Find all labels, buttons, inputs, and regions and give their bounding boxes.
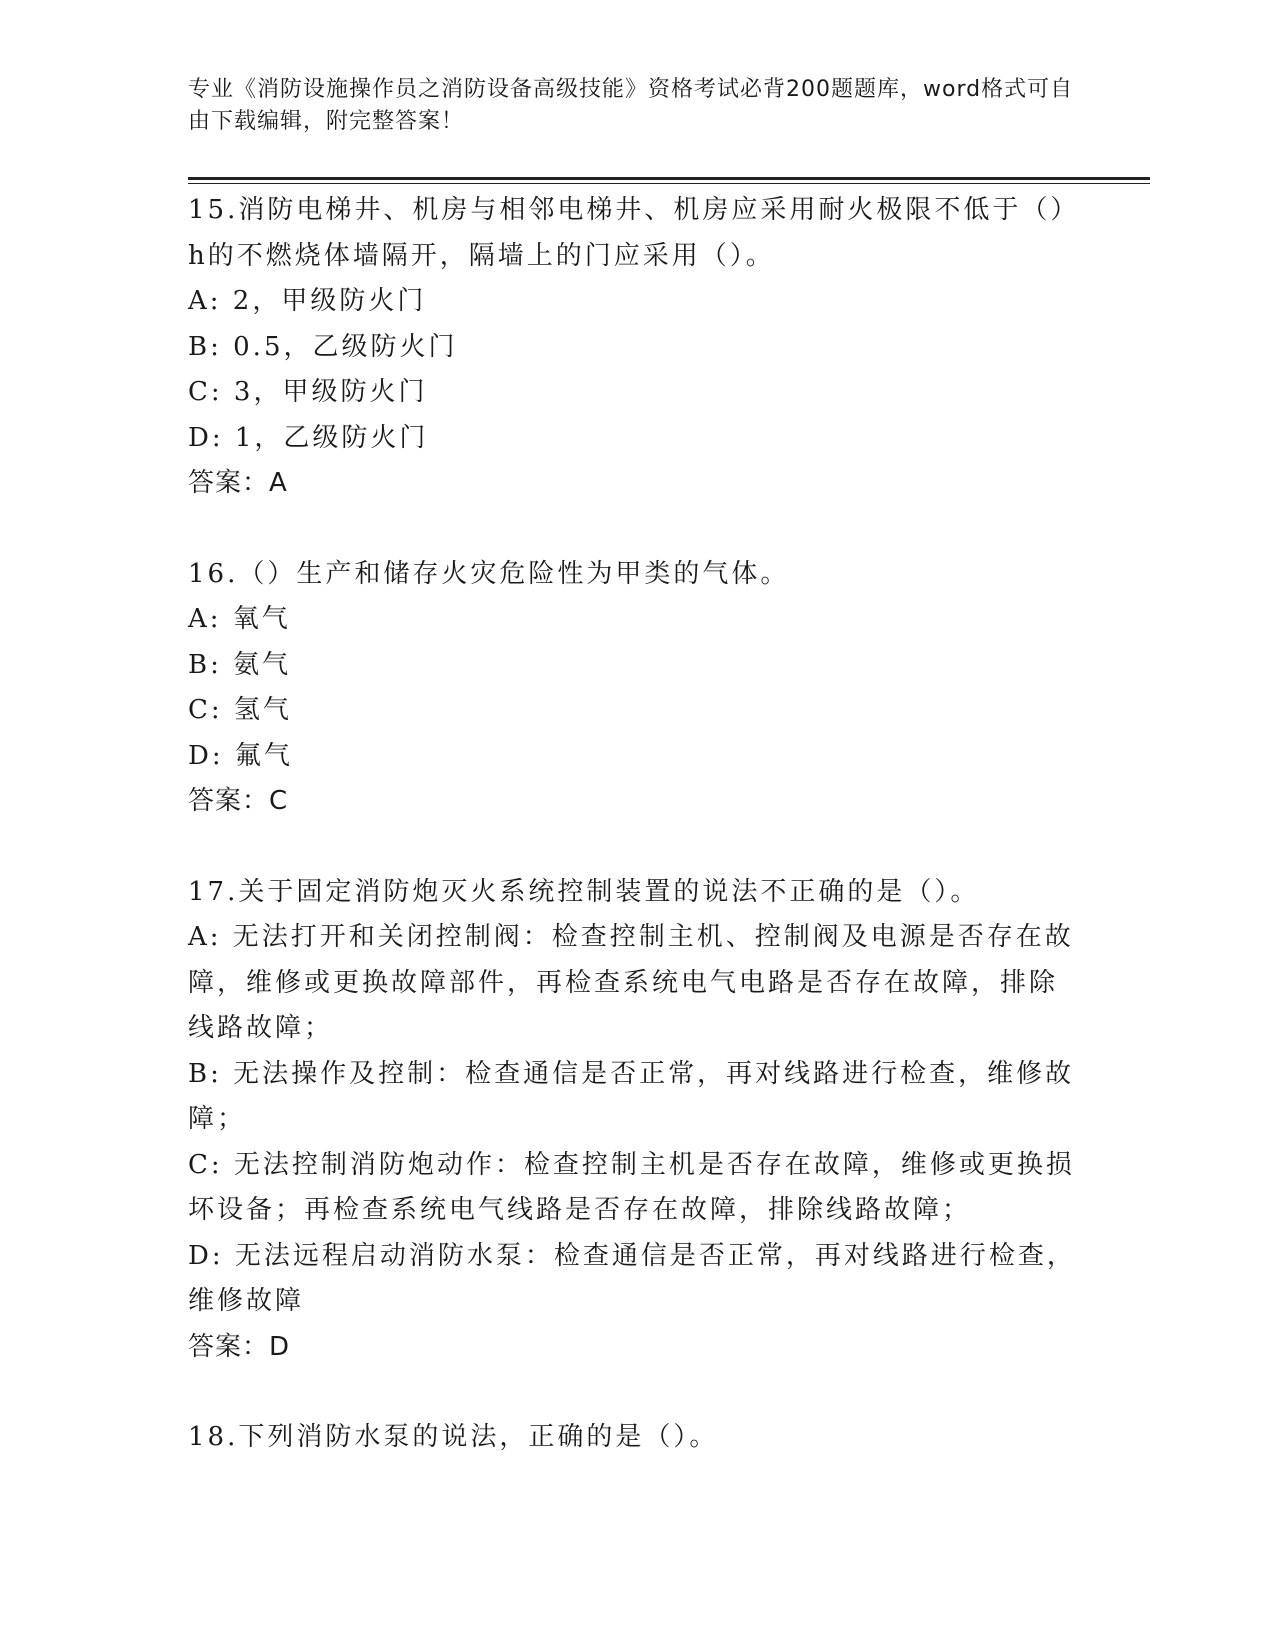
option-b: B: 氨气 <box>188 649 292 680</box>
option-b: B: 0.5，乙级防火门 <box>188 331 458 362</box>
option-d: D: 1，乙级防火门 <box>188 422 429 453</box>
option-d: D: 氟气 <box>188 740 293 771</box>
header-divider-thin <box>188 183 1150 184</box>
header-divider-thick <box>188 177 1150 180</box>
answer: 答案：D <box>188 1331 291 1362</box>
option-c: C: 无法控制消防炮动作：检查控制主机是否存在故障，维修或更换损坏设备；再检查系统电气线路是否存在故障，排除线路故障； <box>188 1149 1075 1225</box>
question-list <box>188 188 1078 1461</box>
answer: 答案：A <box>188 468 288 498</box>
question-17 <box>188 870 1078 1371</box>
answer: 答案：C <box>188 786 289 816</box>
option-d: D: 无法远程启动消防水泵：检查通信是否正常，再对线路进行检查，维修故障 <box>188 1240 1076 1316</box>
question-18 <box>188 1415 1078 1461</box>
question-15 <box>188 188 1078 507</box>
document-header: 专业《消防设施操作员之消防设备高级技能》资格考试必背200题题库，word格式可自由下载编辑，附完整答案！ <box>188 77 1074 134</box>
option-c: C: 3，甲级防火门 <box>188 377 428 407</box>
question-stem: 17.关于固定消防炮灭火系统控制装置的说法不正确的是（）。 <box>188 876 980 907</box>
option-a: A: 氧气 <box>188 604 291 634</box>
question-16 <box>188 552 1078 825</box>
option-a: A: 无法打开和关闭控制阀：检查控制主机、控制阀及电源是否存在故障，维修或更换故障部件，再检查系统电气电路是否存在故障，排除线路故障； <box>188 922 1074 1043</box>
option-a: A: 2，甲级防火门 <box>188 286 427 316</box>
question-stem: 16.（）生产和储存火灾危险性为甲类的气体。 <box>188 558 790 589</box>
option-c: C: 氢气 <box>188 695 292 725</box>
question-stem: 15.消防电梯井、机房与相邻电梯井、机房应采用耐火极限不低于（）h的不燃烧体墙隔开，隔墙上的门应采用（）。 <box>188 195 1067 271</box>
question-stem: 18.下列消防水泵的说法，正确的是（）。 <box>188 1422 719 1452</box>
option-b: B: 无法操作及控制：检查通信是否正常，再对线路进行检查，维修故障； <box>188 1058 1075 1134</box>
